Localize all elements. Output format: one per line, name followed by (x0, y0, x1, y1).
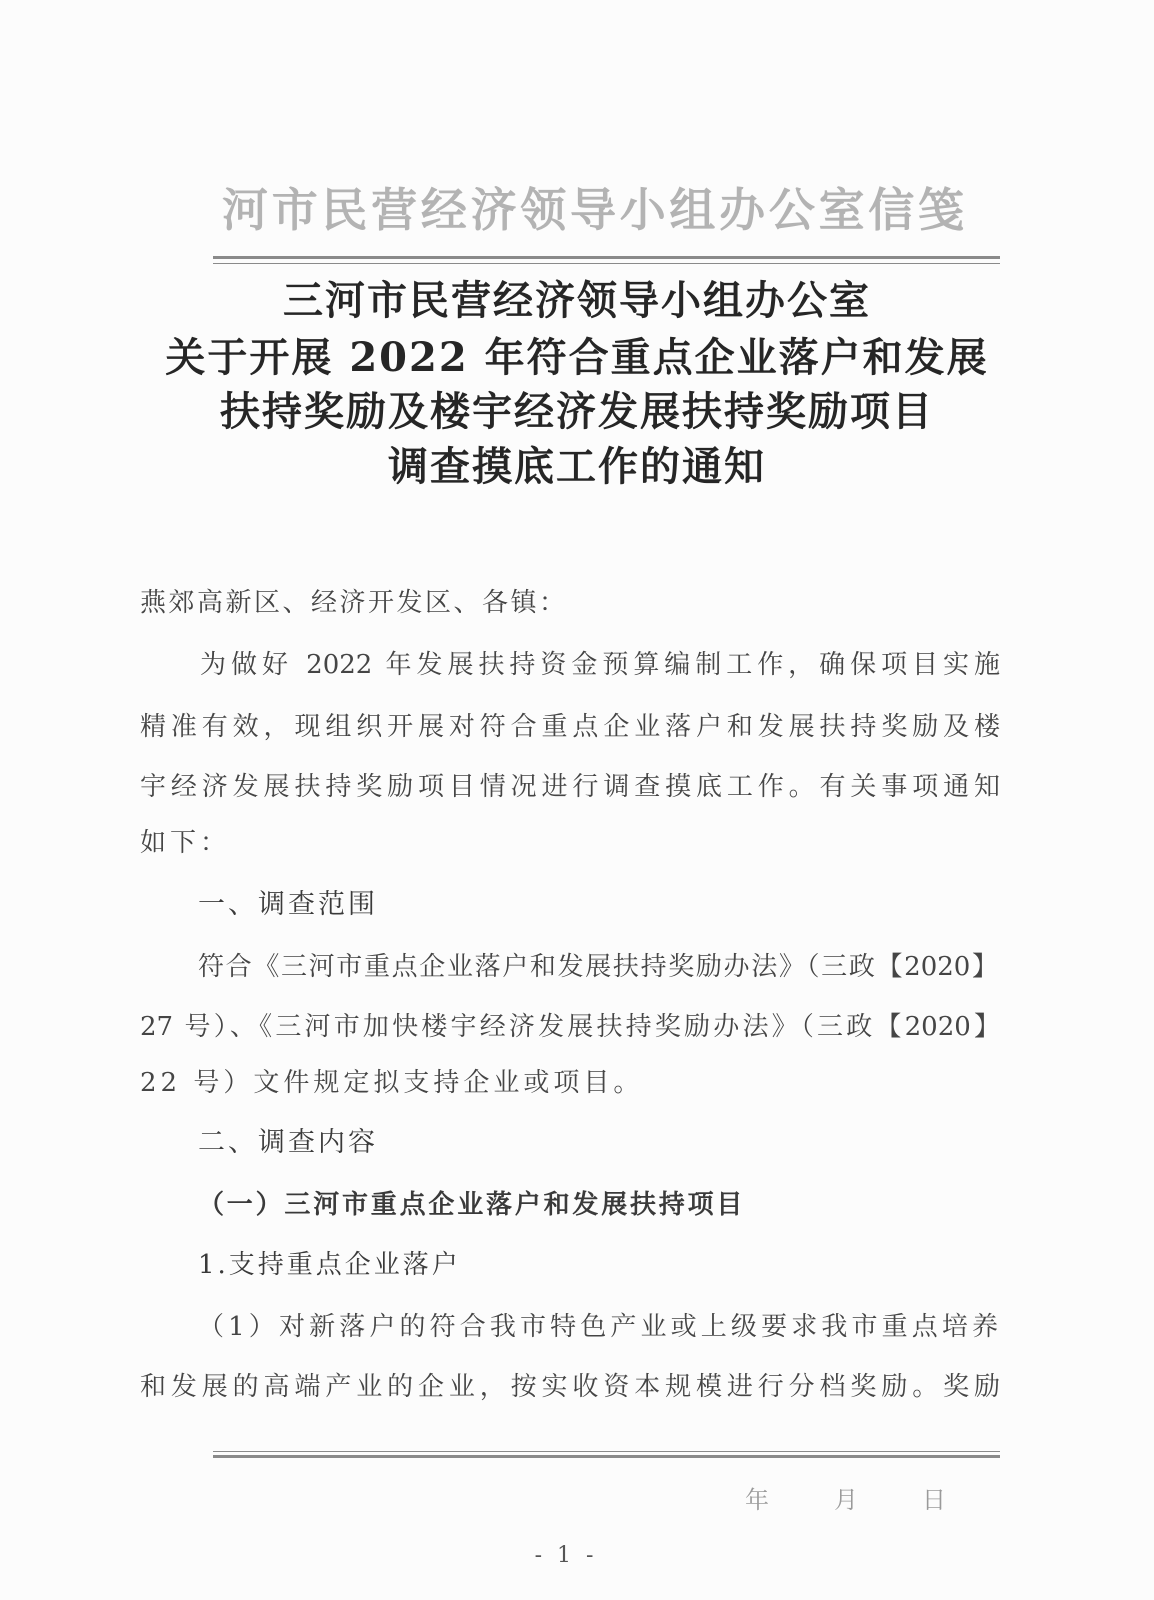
scope-line-3: 22 号）文件规定拟支持企业或项目。 (140, 1068, 644, 1098)
letterhead-rule-thick (213, 256, 1000, 259)
title-line-2: 关于开展 2022 年符合重点企业落户和发展 (165, 334, 989, 381)
intro-line-1: 为做好 2022 年发展扶持资金预算编制工作，确保项目实施 (200, 650, 1000, 680)
letterhead-title: 河市民营经济领导小组办公室信笺 (222, 183, 964, 237)
page-number: - 1 - (534, 1543, 598, 1568)
intro-line-4: 如下： (140, 828, 231, 858)
title-line-1: 三河市民营经济领导小组办公室 (283, 277, 871, 324)
item-heading: 1.支持重点企业落户 (198, 1250, 461, 1280)
scope-line-2: 27 号）、《三河市加快楼宇经济发展扶持奖励办法》（三政【2020】 (140, 1012, 1000, 1042)
intro-line-3: 宇经济发展扶持奖励项目情况进行调查摸底工作。有关事项通知 (140, 772, 1000, 802)
salutation: 燕郊高新区、经济开发区、各镇： (140, 588, 568, 618)
date-month: 月 (834, 1486, 858, 1514)
letterhead-rule-thin (213, 263, 1000, 264)
section-heading-content: 二、调查内容 (198, 1127, 378, 1158)
content-line-1: （1）对新落户的符合我市特色产业或上级要求我市重点培养 (198, 1312, 998, 1342)
date-year: 年 (745, 1486, 769, 1514)
footer-rule-thick (213, 1455, 1000, 1458)
footer-rule-thin (213, 1451, 1000, 1452)
date-day: 日 (922, 1486, 946, 1514)
scope-line-1: 符合《三河市重点企业落户和发展扶持奖励办法》（三政【2020】 (198, 952, 998, 982)
intro-line-2: 精准有效，现组织开展对符合重点企业落户和发展扶持奖励及楼 (140, 712, 1000, 742)
title-line-4: 调查摸底工作的通知 (388, 443, 766, 490)
content-line-2: 和发展的高端产业的企业，按实收资本规模进行分档奖励。奖励 (140, 1372, 1000, 1402)
title-line-3: 扶持奖励及楼宇经济发展扶持奖励项目 (220, 388, 934, 435)
subsection-heading: （一）三河市重点企业落户和发展扶持项目 (198, 1190, 746, 1220)
section-heading-scope: 一、调查范围 (198, 889, 378, 920)
